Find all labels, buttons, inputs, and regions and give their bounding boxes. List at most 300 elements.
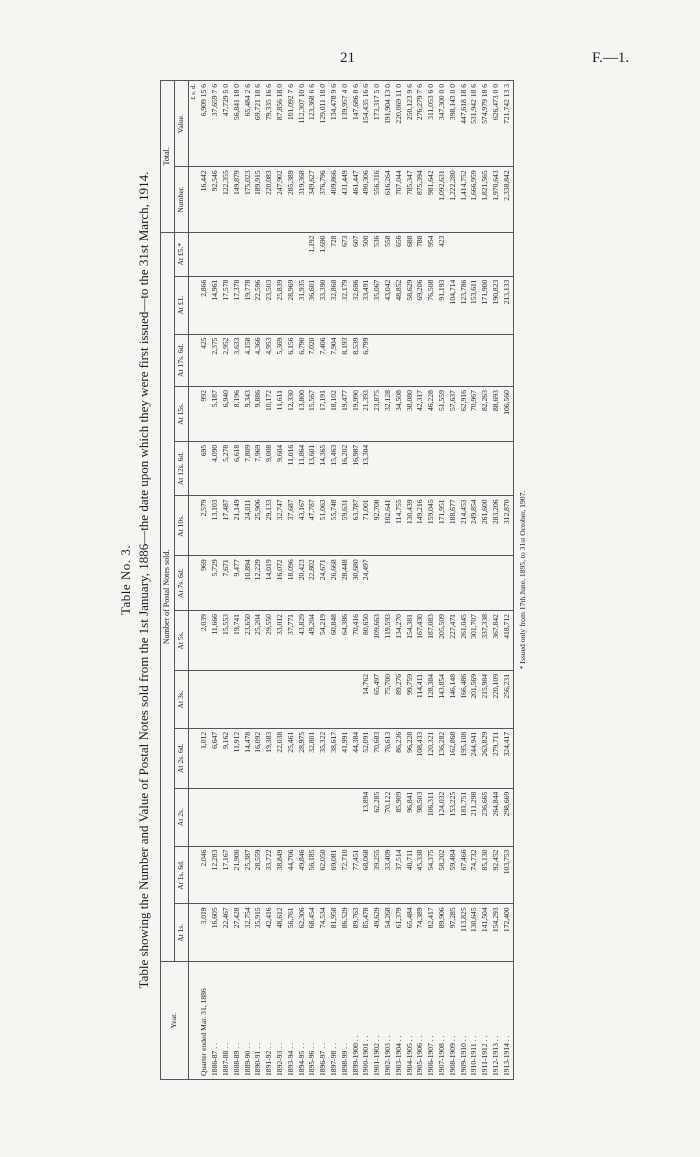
table-cell: 7,809 <box>243 441 254 496</box>
table-cell: 17,378 <box>232 276 243 334</box>
table-cell: 47,729 5 0 <box>221 81 232 167</box>
table-cell: 215,984 <box>480 670 491 728</box>
table-cell: 69,081 <box>329 846 340 904</box>
table-cell: 119,593 <box>383 611 394 671</box>
table-cell: 48,852 <box>394 276 405 334</box>
table-cell <box>405 556 416 611</box>
table-cell: 311,053 6 0 <box>426 81 437 167</box>
table-cell: 109,663 <box>372 611 383 671</box>
table-cell <box>383 441 394 496</box>
table-cell: 55,748 <box>329 496 340 556</box>
table-cell: 376,796 <box>318 167 329 232</box>
table-cell <box>502 441 513 496</box>
table-cell <box>340 670 351 728</box>
table-cell: 19,990 <box>351 387 362 442</box>
table-cell: 92,546 <box>210 167 221 232</box>
table-cell: 29,133 <box>264 496 275 556</box>
table-cell: 14,762 <box>361 670 372 728</box>
table-cell <box>221 670 232 728</box>
table-cell: 7,904 <box>329 334 340 387</box>
table-cell: 130,645 <box>469 904 480 962</box>
table-cell: 128,384 <box>426 670 437 728</box>
table-cell <box>329 670 340 728</box>
table-cell: 134,478 9 6 <box>329 81 340 167</box>
table-cell: 13,304 <box>361 441 372 496</box>
table-cell: 29,550 <box>264 611 275 671</box>
row-year: 1890-91 . . <box>253 962 264 1080</box>
table-cell: 461,447 <box>351 167 362 232</box>
table-cell <box>297 788 308 846</box>
table-cell: 247,902 <box>275 167 286 232</box>
table-cell: 22,467 <box>221 904 232 962</box>
table-row <box>351 81 362 1080</box>
row-year: 1899-1900 . . <box>351 962 362 1080</box>
column-header: At 1s. <box>174 904 188 962</box>
row-year: 1888-89 . . <box>232 962 243 1080</box>
table-cell: 86,236 <box>394 728 405 788</box>
row-year: 1903-1904 . . <box>394 962 405 1080</box>
table-cell: 72,710 <box>340 846 351 904</box>
table-cell: 8,196 <box>232 387 243 442</box>
table-cell: 6,790 <box>297 334 308 387</box>
table-cell: 2,866 <box>199 276 210 334</box>
table-cell: 32,179 <box>340 276 351 334</box>
table-cell: 398,143 0 0 <box>448 81 459 167</box>
table-cell: 47,787 <box>307 496 318 556</box>
table-cell: 14,019 <box>264 556 275 611</box>
table-cell <box>188 496 199 556</box>
table-cell: 49,204 <box>307 611 318 671</box>
table-cell: 74,534 <box>318 904 329 962</box>
table-cell: 68,068 <box>361 846 372 904</box>
row-year: 1897-98 . . <box>329 962 340 1080</box>
table-cell <box>264 670 275 728</box>
table-cell: 25,839 <box>275 276 286 334</box>
table-cell: 9,604 <box>275 441 286 496</box>
table-cell: 37,514 <box>394 846 405 904</box>
table-cell: 89,763 <box>351 904 362 962</box>
table-cell <box>491 441 502 496</box>
column-header: At £5.* <box>174 232 188 276</box>
table-cell: 112,307 10 0 <box>297 81 308 167</box>
table-cell: 28,559 <box>253 846 264 904</box>
table-cell: 11,666 <box>210 611 221 671</box>
table-cell: 75,700 <box>383 670 394 728</box>
table-cell: 531,942 18 6 <box>469 81 480 167</box>
table-cell: 1,666,959 <box>469 167 480 232</box>
table-cell: 15,567 <box>307 387 318 442</box>
table-cell: 103,753 <box>502 846 513 904</box>
table-cell: 2,375 <box>210 334 221 387</box>
table-cell: 22,802 <box>307 556 318 611</box>
table-cell: 37,659 7 6 <box>210 81 221 167</box>
table-cell <box>340 788 351 846</box>
table-cell: 14,478 <box>243 728 254 788</box>
table-cell: 6,647 <box>210 728 221 788</box>
table-row <box>437 81 448 1080</box>
table-cell: 6,909 15 6 <box>199 81 210 167</box>
table-cell: 423 <box>437 232 448 276</box>
table-cell: 10,172 <box>264 387 275 442</box>
table-cell <box>459 334 470 387</box>
table-cell <box>188 387 199 442</box>
table-cell: 425 <box>199 334 210 387</box>
table-cell: 69,721 18 6 <box>253 81 264 167</box>
table-cell: 213,133 <box>502 276 513 334</box>
table-row <box>297 81 308 1080</box>
row-year: 1889-90 . . <box>243 962 254 1080</box>
row-year: 1894-95 . . <box>297 962 308 1080</box>
table-cell: 65,484 <box>405 904 416 962</box>
table-cell: 12,229 <box>253 556 264 611</box>
table-cell: 15,463 <box>329 441 340 496</box>
table-cell: 25,461 <box>286 728 297 788</box>
table-cell: 5,187 <box>210 387 221 442</box>
table-cell <box>480 334 491 387</box>
table-cell: 276,279 7 6 <box>415 81 426 167</box>
table-cell: 17,191 <box>318 387 329 442</box>
column-header: At 5s. <box>174 611 188 671</box>
table-cell: 1,970,643 <box>491 167 502 232</box>
table-cell: 69,206 <box>415 276 426 334</box>
table-cell: 244,941 <box>469 728 480 788</box>
table-cell <box>469 334 480 387</box>
table-cell: 992 <box>199 387 210 442</box>
table-cell: 788 <box>415 232 426 276</box>
table-cell: 82,417 <box>426 904 437 962</box>
table-cell: 5,729 <box>210 556 221 611</box>
table-cell: 65,484 2 6 <box>243 81 254 167</box>
table-cell: 108,433 <box>415 728 426 788</box>
row-year: 1913-1914 . . <box>502 962 513 1080</box>
table-cell: 139,957 4 0 <box>340 81 351 167</box>
table-cell: 10,894 <box>243 556 254 611</box>
table-cell: 82,263 <box>480 387 491 442</box>
number-sold-header: Number of Postal Notes sold. <box>161 232 175 962</box>
table-cell <box>318 670 329 728</box>
table-row <box>415 81 426 1080</box>
table-row <box>199 81 210 1080</box>
table-cell: 52,091 <box>361 728 372 788</box>
table-cell: 147,686 8 6 <box>351 81 362 167</box>
row-year: 1912-1913 . . <box>491 962 502 1080</box>
table-cell: 71,001 <box>361 496 372 556</box>
column-header: At 15s. <box>174 387 188 442</box>
table-cell <box>188 788 199 846</box>
table-cell: 7,969 <box>253 441 264 496</box>
table-cell: 102,641 <box>383 496 394 556</box>
column-header: At 7s. 6d. <box>174 556 188 611</box>
row-year: 1891-92 . . <box>264 962 275 1080</box>
table-cell: 136,282 <box>437 728 448 788</box>
table-cell: 167,430 <box>415 611 426 671</box>
table-cell: 220,109 <box>491 670 502 728</box>
year-header: Year. <box>161 962 189 1080</box>
table-cell: 13,894 <box>361 788 372 846</box>
table-cell <box>480 441 491 496</box>
table-cell: 17,167 <box>221 846 232 904</box>
table-cell <box>469 556 480 611</box>
table-cell: 153,225 <box>448 788 459 846</box>
row-year: 1896-97 . . <box>318 962 329 1080</box>
table-cell <box>243 232 254 276</box>
table-cell: 656 <box>394 232 405 276</box>
table-cell: 153,611 <box>469 276 480 334</box>
table-cell <box>491 232 502 276</box>
table-cell: 25,906 <box>253 496 264 556</box>
table-cell: 62,306 <box>297 904 308 962</box>
table-cell: 12,330 <box>286 387 297 442</box>
table-cell <box>405 441 416 496</box>
table-cell: 324,417 <box>502 728 513 788</box>
table-cell: 195,108 <box>459 728 470 788</box>
table-cell: 13,103 <box>210 496 221 556</box>
table-cell <box>188 556 199 611</box>
table-cell: 4,158 <box>243 334 254 387</box>
table-cell: 42,317 <box>415 387 426 442</box>
table-cell: 688 <box>405 232 416 276</box>
row-year: 1909-1910 . . <box>459 962 470 1080</box>
table-cell <box>286 232 297 276</box>
table-cell: 51,063 <box>318 496 329 556</box>
table-cell: 1,222,280 <box>448 167 459 232</box>
table-cell: 38,849 <box>275 846 286 904</box>
table-cell: 1,092,631 <box>437 167 448 232</box>
table-cell <box>394 441 405 496</box>
table-cell: 250,123 9 6 <box>405 81 416 167</box>
table-cell: 16,605 <box>210 904 221 962</box>
table-cell: 4,953 <box>264 334 275 387</box>
table-cell <box>221 232 232 276</box>
table-cell <box>394 334 405 387</box>
table-cell: 969 <box>199 556 210 611</box>
column-header: At 3s. <box>174 670 188 728</box>
row-year: 1887-88 . . <box>221 962 232 1080</box>
table-cell <box>459 441 470 496</box>
table-cell: 33,722 <box>264 846 275 904</box>
table-cell <box>394 556 405 611</box>
table-row <box>469 81 480 1080</box>
table-cell: 24,671 <box>318 556 329 611</box>
table-row <box>210 81 221 1080</box>
table-cell: 13,601 <box>307 441 318 496</box>
table-cell: 6,799 <box>361 334 372 387</box>
table-cell <box>448 232 459 276</box>
table-cell <box>491 556 502 611</box>
postal-notes-table <box>160 80 514 1080</box>
table-cell <box>351 670 362 728</box>
table-cell: 13,800 <box>297 387 308 442</box>
row-year: 1905-1906 . . <box>415 962 426 1080</box>
table-cell: 70,683 <box>372 728 383 788</box>
table-cell <box>264 788 275 846</box>
table-cell: 54,219 <box>318 611 329 671</box>
table-cell: 54,375 <box>426 846 437 904</box>
table-cell: 2,338,842 <box>502 167 513 232</box>
table-cell <box>448 441 459 496</box>
table-cell: 58,202 <box>437 846 448 904</box>
table-cell <box>415 334 426 387</box>
table-row <box>448 81 459 1080</box>
table-cell: 19,477 <box>340 387 351 442</box>
table-cell <box>372 334 383 387</box>
table-cell: 490,306 <box>361 167 372 232</box>
table-row <box>491 81 502 1080</box>
column-header: At 12s. 6d. <box>174 441 188 496</box>
table-cell: 171,900 <box>480 276 491 334</box>
table-cell <box>307 788 318 846</box>
table-cell: 89,276 <box>394 670 405 728</box>
column-header: At 2s. <box>174 788 188 846</box>
table-cell: 87,856 18 0 <box>275 81 286 167</box>
table-row <box>502 81 513 1080</box>
table-cell: 16,072 <box>275 556 286 611</box>
table-cell: 34,508 <box>394 387 405 442</box>
table-cell: 8,193 <box>340 334 351 387</box>
table-cell: 154,381 <box>405 611 416 671</box>
table-cell: 1,821,565 <box>480 167 491 232</box>
table-cell: 120,321 <box>426 728 437 788</box>
table-cell: 114,411 <box>415 670 426 728</box>
table-cell <box>210 232 221 276</box>
table-cell: 190,823 <box>491 276 502 334</box>
table-cell: 141,504 <box>480 904 491 962</box>
table-cell: 8,539 <box>351 334 362 387</box>
table-cell: 2,579 <box>199 496 210 556</box>
table-cell: 409,866 <box>329 167 340 232</box>
table-cell: 3,019 <box>199 904 210 962</box>
table-cell: 76,613 <box>383 728 394 788</box>
row-year: 1902-1903 . . <box>383 962 394 1080</box>
table-cell <box>405 334 416 387</box>
table-cell: 76,508 <box>426 276 437 334</box>
table-cell <box>502 334 513 387</box>
table-cell: 166,486 <box>459 670 470 728</box>
table-cell: 26,668 <box>329 556 340 611</box>
column-header: At 17s. 6d. <box>174 334 188 387</box>
table-cell: 558 <box>383 232 394 276</box>
table-cell: 62,916 <box>459 387 470 442</box>
column-header: Value. <box>174 81 188 167</box>
table-cell <box>232 670 243 728</box>
table-cell: 45,338 <box>415 846 426 904</box>
table-cell: 22,596 <box>253 276 264 334</box>
table-cell <box>297 232 308 276</box>
table-cell: 18,102 <box>329 387 340 442</box>
table-row <box>459 81 470 1080</box>
table-cell <box>351 788 362 846</box>
table-cell: 48,612 <box>275 904 286 962</box>
table-cell: 81,958 <box>329 904 340 962</box>
table-cell <box>188 904 199 962</box>
table-cell: 54,268 <box>383 904 394 962</box>
column-header-row <box>174 81 188 1080</box>
table-cell: 25,204 <box>253 611 264 671</box>
table-cell: 49,846 <box>297 846 308 904</box>
row-year: 1898-99 . . <box>340 962 351 1080</box>
table-cell: 301,707 <box>469 611 480 671</box>
table-cell: 62,050 <box>318 846 329 904</box>
row-year: 1907-1908 . . <box>437 962 448 1080</box>
table-cell <box>329 788 340 846</box>
table-cell: 44,706 <box>286 846 297 904</box>
table-cell: 96,841 <box>405 788 416 846</box>
page-reference: F.—1. <box>592 50 630 66</box>
table-cell: 14,961 <box>210 276 221 334</box>
table-cell: 214,453 <box>459 496 470 556</box>
table-cell: 130,439 <box>405 496 416 556</box>
row-year: 1906-1907 . . <box>426 962 437 1080</box>
table-cell: 143,854 <box>437 670 448 728</box>
table-cell: 4,366 <box>253 334 264 387</box>
table-cell: 35,322 <box>318 728 329 788</box>
table-cell: 431,449 <box>340 167 351 232</box>
table-cell: 32,801 <box>307 728 318 788</box>
table-body <box>188 81 513 1080</box>
table-cell: 85,909 <box>394 788 405 846</box>
table-cell: 954 <box>426 232 437 276</box>
table-cell: 6,940 <box>221 387 232 442</box>
table-cell: 20,423 <box>297 556 308 611</box>
table-cell: 32,868 <box>329 276 340 334</box>
column-header: At £1. <box>174 276 188 334</box>
table-cell: 58,629 <box>405 276 416 334</box>
table-cell: 16,092 <box>253 728 264 788</box>
table-cell: 9,008 <box>264 441 275 496</box>
table-cell: 154,293 <box>491 904 502 962</box>
page-number: 21 <box>340 50 355 66</box>
table-row <box>383 81 394 1080</box>
table-cell: 64,386 <box>340 611 351 671</box>
row-year: 1911-1912 . . <box>480 962 491 1080</box>
table-cell: 96,228 <box>405 728 416 788</box>
table-cell: 11,912 <box>232 728 243 788</box>
table-cell: 7,671 <box>221 556 232 611</box>
table-cell <box>188 276 199 334</box>
table-cell: 70,967 <box>469 387 480 442</box>
table-cell: 17,487 <box>221 496 232 556</box>
table-cell: 79,335 16 6 <box>264 81 275 167</box>
table-cell <box>253 670 264 728</box>
table-row <box>361 81 372 1080</box>
table-cell: 77,451 <box>351 846 362 904</box>
table-cell: 707,044 <box>394 167 405 232</box>
table-cell <box>275 232 286 276</box>
table-cell: 113,825 <box>459 904 470 962</box>
row-year: 1893-94 . . <box>286 962 297 1080</box>
table-cell: 36,601 <box>307 276 318 334</box>
table-cell: 1,012 <box>199 728 210 788</box>
table-cell: 43,829 <box>297 611 308 671</box>
table-cell: 205,509 <box>437 611 448 671</box>
table-cell: 7,406 <box>318 334 329 387</box>
table-cell: 9,343 <box>243 387 254 442</box>
table-cell: 263,829 <box>480 728 491 788</box>
table-cell <box>502 232 513 276</box>
table-cell: 92,708 <box>372 496 383 556</box>
table-row <box>340 81 351 1080</box>
table-cell: 98,503 <box>415 788 426 846</box>
table-cell: 114,755 <box>394 496 405 556</box>
table-cell: 1,192 <box>307 232 318 276</box>
table-cell: 74,389 <box>415 904 426 962</box>
table-cell: 6,618 <box>232 441 243 496</box>
rotated-table-block <box>118 80 578 1080</box>
table-cell <box>437 334 448 387</box>
table-cell: 227,471 <box>448 611 459 671</box>
table-title: Table No. 3. <box>118 544 133 616</box>
table-cell <box>480 556 491 611</box>
